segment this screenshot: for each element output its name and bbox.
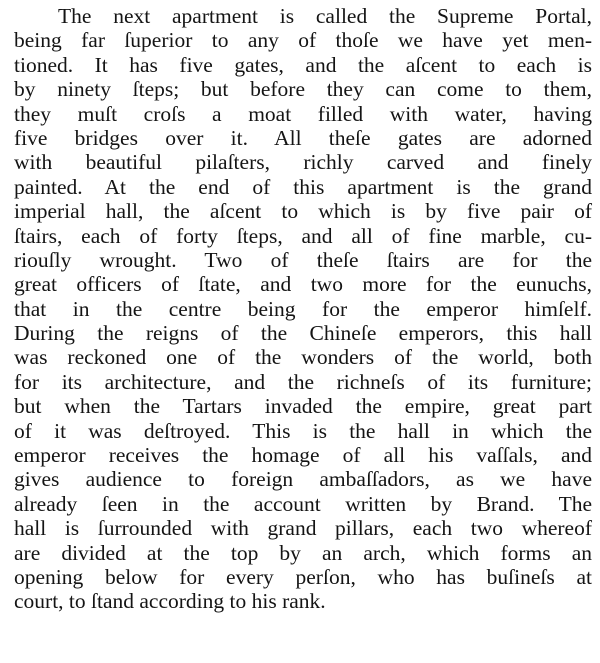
text-line: tioned. It has five gates, and the aſcent to each is xyxy=(14,52,592,77)
text-line: hall is ſurrounded with grand pillars, each two whereof xyxy=(14,516,592,541)
text-line: by ninety ſteps; but before they can come to them, xyxy=(14,77,592,102)
text-line: During the reigns of the Chineſe emperors, this hall xyxy=(14,321,592,346)
text-line: they muſt croſs a moat filled with water, having xyxy=(14,101,592,126)
text-line: emperor receives the homage of all his vaſſals, and xyxy=(14,443,592,468)
text-line: was reckoned one of the wonders of the world, both xyxy=(14,345,592,370)
text-line: great officers of ſtate, and two more for the eunuchs, xyxy=(14,272,592,297)
text-line: being far ſuperior to any of thoſe we have yet men- xyxy=(14,28,592,53)
text-line: five bridges over it. All theſe gates are adorned xyxy=(14,125,592,150)
text-line: with beautiful pilaſters, richly carved and finely xyxy=(14,150,592,175)
text-line: ſtairs, each of forty ſteps, and all of fine marble, cu- xyxy=(14,223,592,248)
text-line: are divided at the top by an arch, which forms an xyxy=(14,540,592,565)
text-line: of it was deſtroyed. This is the hall in which the xyxy=(14,418,592,443)
text-line: but when the Tartars invaded the empire, great part xyxy=(14,394,592,419)
text-line: court, to ſtand according to his rank. xyxy=(14,589,326,614)
text-line: already ſeen in the account written by Brand. The xyxy=(14,491,592,516)
text-line: painted. At the end of this apartment is the grand xyxy=(14,174,592,199)
body-paragraph xyxy=(14,4,592,614)
text-line: opening below for every perſon, who has buſineſs at xyxy=(14,564,592,589)
text-line: gives audience to foreign ambaſſadors, as we have xyxy=(14,467,592,492)
text-line: imperial hall, the aſcent to which is by five pair of xyxy=(14,199,592,224)
text-line: The next apartment is called the Supreme Portal, xyxy=(58,4,592,28)
text-line: riouſly wrought. Two of theſe ſtairs are for the xyxy=(14,247,592,272)
text-line: that in the centre being for the emperor himſelf. xyxy=(14,296,592,321)
text-line: for its architecture, and the richneſs of its furniture; xyxy=(14,369,592,394)
